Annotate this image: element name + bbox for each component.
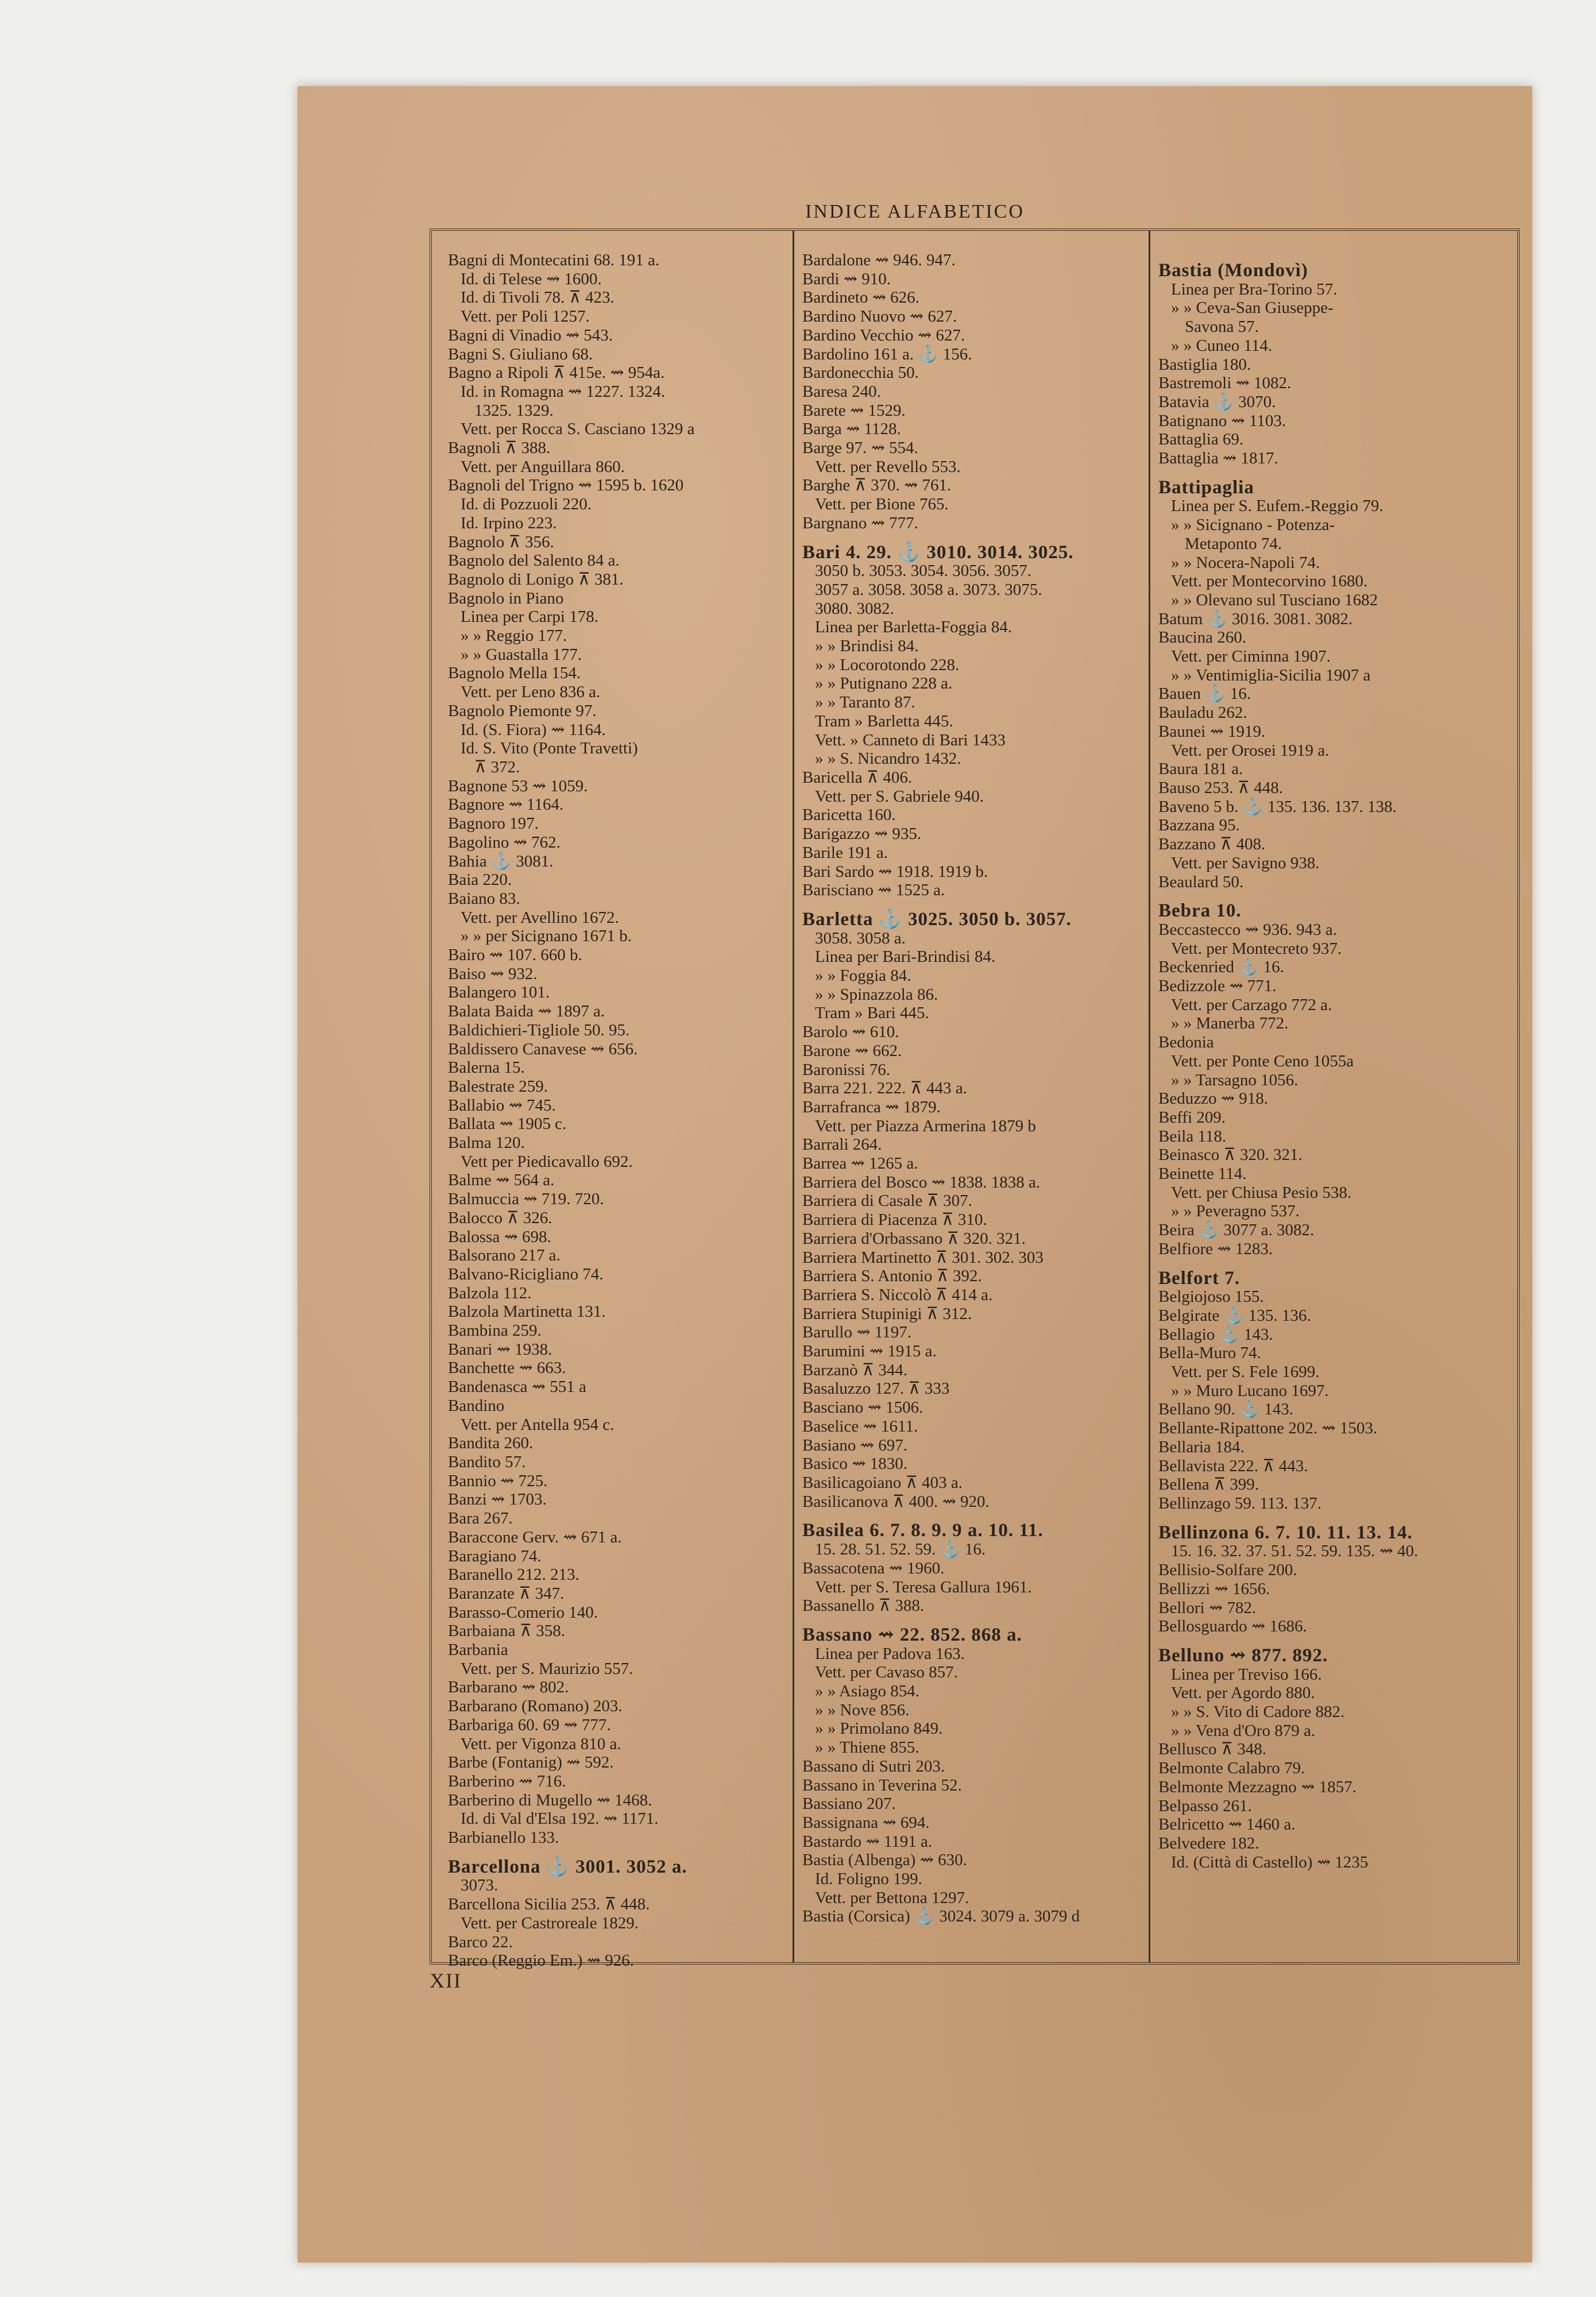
index-heading-entry: Bellinzona 6. 7. 10. 11. 13. 14. [1158,1522,1413,1543]
index-entry: Bagni S. Giuliano 68. [448,345,593,364]
index-entry: Vett. per Cavaso 857. [815,1663,958,1682]
index-entry: Balestrate 259. [448,1077,548,1096]
index-entry: Belmonte Calabro 79. [1158,1759,1305,1778]
index-entry: Bellisio-Solfare 200. [1158,1561,1297,1580]
index-entry: Bauso 253. ⊼ 448. [1158,778,1283,797]
index-entry: » » Primolano 849. [815,1719,943,1738]
index-entry: » » Spinazzola 86. [815,985,938,1004]
index-entry: Vett. per Ciminna 1907. [1171,647,1331,666]
index-entry: Bellavista 222. ⊼ 443. [1158,1456,1308,1475]
index-entry: Basiano ⇝ 697. [802,1436,907,1455]
index-entry: Linea per Treviso 166. [1171,1665,1322,1684]
index-entry: Barasso-Comerio 140. [448,1603,598,1622]
index-entry: Basciano ⇝ 1506. [802,1398,923,1417]
index-entry: Balangero 101. [448,983,550,1002]
index-entry: Barghe ⊼ 370. ⇝ 761. [802,476,952,495]
index-heading-entry: Bastia (Mondovì) [1158,260,1308,281]
index-entry: » » Brindisi 84. [815,637,919,656]
index-frame [430,229,1520,1970]
index-entry: Baselice ⇝ 1611. [802,1417,918,1436]
index-column-middle [802,251,1141,1956]
index-entry: » » Tarsagno 1056. [1171,1070,1299,1089]
index-entry: Balzola 112. [448,1283,532,1302]
index-entry: Basilicanova ⊼ 400. ⇝ 920. [802,1492,990,1511]
index-entry: Baragiano 74. [448,1546,542,1565]
index-entry: Bazzana 95. [1158,816,1240,835]
index-entry: Tram » Barletta 445. [815,711,953,730]
index-entry: Beccastecco ⇝ 936. 943 a. [1158,920,1337,939]
index-entry: Vett. per S. Fele 1699. [1171,1363,1320,1382]
index-entry: Bagnoro 197. [448,814,539,833]
index-entry: Bahia ⚓ 3081. [448,852,554,871]
index-entry: Metaponto 74. [1185,534,1282,553]
index-entry: Bardolino 161 a. ⚓ 156. [802,345,972,364]
index-entry: Id. di Val d'Elsa 192. ⇝ 1171. [461,1809,659,1828]
index-entry: Bellosguardo ⇝ 1686. [1158,1617,1307,1636]
index-entry: Barriera Martinetto ⊼ 301. 302. 303 [802,1248,1044,1267]
index-entry: Bedizzole ⇝ 771. [1158,977,1277,996]
index-entry: Bandita 260. [448,1434,534,1453]
index-entry: » » Foggia 84. [815,966,911,985]
index-entry: Beila 118. [1158,1127,1227,1146]
index-entry: Id. Irpino 223. [461,513,557,532]
index-entry: Barra 221. 222. ⊼ 443 a. [802,1079,967,1098]
index-entry: Batum ⚓ 3016. 3081. 3082. [1158,609,1353,628]
index-entry: » » Sicignano - Potenza- [1171,516,1335,535]
index-entry: » » Reggio 177. [461,627,567,645]
index-entry: Bagno a Ripoli ⊼ 415e. ⇝ 954a. [448,364,665,382]
index-entry: Vett. per Poli 1257. [461,307,590,326]
index-entry: Bella-Muro 74. [1158,1344,1261,1363]
index-entry: Belvedere 182. [1158,1834,1259,1853]
index-entry: Id. S. Vito (Ponte Travetti) [461,739,638,758]
index-entry: » » Thiene 855. [815,1738,919,1757]
index-entry: Id. Foligno 199. [815,1870,922,1889]
index-entry: Bara 267. [448,1509,513,1528]
index-entry: 3073. [461,1876,498,1895]
index-entry: Banzi ⇝ 1703. [448,1490,547,1509]
index-entry: Vett. per S. Maurizio 557. [461,1659,633,1678]
index-entry: » » Taranto 87. [815,693,915,712]
index-entry: Bellinzago 59. 113. 137. [1158,1494,1322,1513]
index-entry: Bazzano ⊼ 408. [1158,835,1266,854]
index-entry: Barriera d'Orbassano ⊼ 320. 321. [802,1229,1026,1248]
index-entry: Vett. per Carzago 772 a. [1171,995,1332,1014]
index-entry: Belpasso 261. [1158,1796,1252,1815]
index-entry: Vett per Piedicavallo 692. [461,1152,633,1171]
index-entry: Bardino Nuovo ⇝ 627. [802,307,957,326]
index-entry: Bairo ⇝ 107. 660 b. [448,946,582,965]
index-entry: Baiano 83. [448,889,520,908]
book-page [297,86,1532,2263]
index-entry: 15. 16. 32. 37. 51. 52. 59. 135. ⇝ 40. [1171,1542,1419,1561]
index-entry: Bassiano 207. [802,1795,896,1813]
index-entry: Balsorano 217 a. [448,1246,561,1265]
index-entry: Baldissero Canavese ⇝ 656. [448,1039,638,1058]
index-entry: Bandenasca ⇝ 551 a [448,1378,586,1397]
index-entry: Beduzzo ⇝ 918. [1158,1089,1269,1108]
index-entry: Vett. per Leno 836 a. [461,683,601,702]
index-entry: 3080. 3082. [815,599,894,618]
index-entry: Bardino Vecchio ⇝ 627. [802,326,965,345]
index-heading-entry: Belfort 7. [1158,1267,1240,1289]
index-entry: » » per Sicignano 1671 b. [461,927,632,946]
index-heading-entry: Bassano ⇝ 22. 852. 868 a. [802,1624,1022,1645]
index-entry: Bardi ⇝ 910. [802,269,891,288]
index-entry: Bagni di Vinadio ⇝ 543. [448,326,613,345]
index-entry: Vett. per S. Gabriele 940. [815,787,984,806]
index-entry: Barga ⇝ 1128. [802,420,901,439]
index-entry: Belricetto ⇝ 1460 a. [1158,1815,1296,1834]
index-entry: Bassanello ⊼ 388. [802,1596,925,1615]
index-entry: 1325. 1329. [474,401,554,420]
index-entry: Bannio ⇝ 725. [448,1471,548,1490]
index-entry: Barone ⇝ 662. [802,1041,902,1060]
index-entry: Vett. per Orosei 1919 a. [1171,741,1330,760]
index-entry: Baresa 240. [802,382,881,401]
index-entry: Belgirate ⚓ 135. 136. [1158,1306,1311,1325]
index-entry: Bastiglia 180. [1158,355,1251,374]
index-entry: » » Nove 856. [815,1700,910,1719]
index-entry: Ballata ⇝ 1905 c. [448,1115,567,1134]
index-entry: Id. di Pozzuoli 220. [461,495,592,514]
index-entry: Banari ⇝ 1938. [448,1340,552,1359]
index-heading-entry: Barcellona ⚓ 3001. 3052 a. [448,1856,687,1877]
index-entry: Bari Sardo ⇝ 1918. 1919 b. [802,862,988,881]
index-column-right [1158,251,1497,1956]
index-entry: Barriera di Piacenza ⊼ 310. [802,1211,987,1229]
index-entry: Barbarano ⇝ 802. [448,1678,569,1697]
index-entry: Basico ⇝ 1830. [802,1455,907,1474]
index-entry: Bagnoli del Trigno ⇝ 1595 b. 1620 [448,476,684,495]
index-heading-entry: Barletta ⚓ 3025. 3050 b. 3057. [802,908,1072,930]
index-entry: Barriera di Casale ⊼ 307. [802,1192,972,1211]
index-entry: Barigazzo ⇝ 935. [802,825,922,844]
index-entry: Vett. per Bione 765. [815,495,949,514]
index-entry: Id. di Telese ⇝ 1600. [461,269,602,288]
index-entry: Bagnolo ⊼ 356. [448,532,554,551]
index-entry: Linea per Padova 163. [815,1644,965,1663]
index-entry: Baraccone Gerv. ⇝ 671 a. [448,1528,622,1546]
index-entry: Baranello 212. 213. [448,1565,579,1584]
index-entry: Bedonia [1158,1033,1214,1052]
index-entry: Baricetta 160. [802,806,896,825]
index-entry: Bagnolo del Salento 84 a. [448,551,620,570]
index-entry: Bassano in Teverina 52. [802,1776,962,1795]
index-entry: » » Guastalla 177. [461,645,582,664]
index-entry: Bellusco ⊼ 348. [1158,1740,1266,1759]
index-entry: Barberino di Mugello ⇝ 1468. [448,1791,652,1809]
index-entry: » » Nocera-Napoli 74. [1171,553,1320,572]
index-entry: Barullo ⇝ 1197. [802,1323,911,1342]
index-entry: Bellizzi ⇝ 1656. [1158,1579,1270,1598]
index-entry: Barbariga 60. 69 ⇝ 777. [448,1715,611,1734]
index-column-left [448,251,787,1970]
index-entry: 15. 28. 51. 52. 59. ⚓ 16. [815,1540,986,1559]
index-entry: Baura 181 a. [1158,760,1243,779]
index-entry: Vett. per Bettona 1297. [815,1888,969,1907]
index-entry: » » Ceva-San Giuseppe- [1171,299,1334,318]
index-entry: Balme ⇝ 564 a. [448,1171,555,1190]
page-header: INDICE ALFABETICO [805,201,1025,222]
index-entry: Vett. per S. Teresa Gallura 1961. [815,1577,1032,1596]
index-heading-entry: Belluno ⇝ 877. 892. [1158,1645,1328,1666]
index-entry: Ballabio ⇝ 745. [448,1096,556,1115]
index-entry: Vett. per Agordo 880. [1171,1684,1315,1703]
index-entry: Barzanò ⊼ 344. [802,1360,908,1379]
index-entry: Savona 57. [1185,318,1259,337]
index-entry: Bellagio ⚓ 143. [1158,1325,1273,1344]
index-entry: Baiso ⇝ 932. [448,964,538,983]
index-entry: Bagolino ⇝ 762. [448,833,561,852]
index-entry: Barbarano (Romano) 203. [448,1697,623,1716]
index-entry: Vett. per Chiusa Pesio 538. [1171,1183,1352,1202]
index-entry: Barbe (Fontanig) ⇝ 592. [448,1753,614,1772]
index-entry: Bauladu 262. [1158,703,1247,722]
index-entry: Barbaiana ⊼ 358. [448,1622,566,1641]
column-divider [1149,231,1150,1962]
index-entry: Barriera S. Antonio ⊼ 392. [802,1267,982,1286]
index-entry: Bardineto ⇝ 626. [802,288,919,307]
index-entry: Basilicagoiano ⊼ 403 a. [802,1474,963,1492]
index-entry: » » Manerba 772. [1171,1014,1289,1033]
index-entry: Bagnolo Mella 154. [448,664,581,683]
index-entry: Bagnone 53 ⇝ 1059. [448,776,588,795]
index-entry: Bagnoli ⊼ 388. [448,439,551,458]
index-entry: Basaluzzo 127. ⊼ 333 [802,1379,950,1398]
index-entry: Bardonecchia 50. [802,364,919,382]
index-entry: Bassano di Sutri 203. [802,1757,945,1776]
index-entry: Bellori ⇝ 782. [1158,1598,1257,1617]
index-entry: Vett. per Vigonza 810 a. [461,1734,621,1753]
index-entry: Barrafranca ⇝ 1879. [802,1097,941,1116]
index-entry: Barriera Stupinigi ⊼ 312. [802,1304,972,1323]
index-entry: Baronissi 76. [802,1060,891,1079]
index-entry: Beinasco ⊼ 320. 321. [1158,1146,1303,1165]
index-entry: » » Ventimiglia-Sicilia 1907 a [1171,666,1371,685]
index-entry: Battaglia 69. [1158,430,1244,449]
index-entry: Balmuccia ⇝ 719. 720. [448,1190,604,1209]
index-entry: Bagnore ⇝ 1164. [448,795,564,814]
index-heading-entry: Basilea 6. 7. 8. 9. 9 a. 10. 11. [802,1520,1044,1541]
index-entry: Vett. per Avellino 1672. [461,908,619,927]
index-entry: Id. di Tivoli 78. ⊼ 423. [461,288,615,307]
index-entry: » » Putignano 228 a. [815,674,953,693]
index-entry: Balvano-Ricigliano 74. [448,1264,604,1283]
index-entry: Linea per S. Eufem.-Reggio 79. [1171,497,1384,516]
index-entry: Barolo ⇝ 610. [802,1023,899,1042]
index-entry: Baia 220. [448,871,512,890]
index-entry: Batignano ⇝ 1103. [1158,411,1286,430]
index-entry: Barriera S. Niccolò ⊼ 414 a. [802,1285,993,1304]
index-entry: » » Peveragno 537. [1171,1202,1300,1221]
index-entry: Beaulard 50. [1158,872,1244,891]
index-entry: Barisciano ⇝ 1525 a. [802,881,945,900]
index-entry: Balocco ⊼ 326. [448,1208,552,1227]
index-heading-entry: Bari 4. 29. ⚓ 3010. 3014. 3025. [802,542,1074,563]
index-entry: Barbianello 133. [448,1828,559,1847]
index-entry: Balata Baida ⇝ 1897 a. [448,1002,605,1021]
index-entry: Linea per Bra-Torino 57. [1171,280,1338,299]
index-entry: Vett. per Savigno 938. [1171,853,1320,872]
index-entry: Bastia (Corsica) ⚓ 3024. 3079 a. 3079 d [802,1907,1080,1926]
page-number: XII [430,1969,462,1992]
index-entry: Beira ⚓ 3077 a. 3082. [1158,1221,1315,1240]
index-entry: Baricella ⊼ 406. [802,768,913,787]
index-entry: Barbania [448,1641,508,1660]
index-entry: » » S. Nicandro 1432. [815,749,961,768]
index-entry: Vett. per Montecorvino 1680. [1171,572,1368,591]
index-entry: Vett. per Montecreto 937. [1171,939,1342,958]
index-entry: Bardalone ⇝ 946. 947. [802,251,956,269]
index-entry: Baveno 5 b. ⚓ 135. 136. 137. 138. [1158,797,1397,816]
index-entry: Balerna 15. [448,1058,525,1077]
index-entry: Bandito 57. [448,1453,526,1471]
index-entry: Barco (Reggio Em.) ⇝ 926. [448,1951,634,1970]
index-entry: Bagnolo di Lonigo ⊼ 381. [448,570,624,589]
index-entry: Id. (Città di Castello) ⇝ 1235 [1171,1853,1369,1871]
index-entry: Vett. per Castroreale 1829. [461,1913,639,1932]
index-entry: Baucina 260. [1158,628,1247,647]
index-entry: Vett. » Canneto di Bari 1433 [815,730,1006,749]
index-entry: 3057 a. 3058. 3058 a. 3073. 3075. [815,580,1042,599]
index-entry: ⊼ 372. [474,757,520,776]
index-entry: Barile 191 a. [802,843,888,862]
index-heading-entry: Battipaglia [1158,477,1254,498]
index-entry: Barrea ⇝ 1265 a. [802,1154,918,1173]
index-entry: Battaglia ⇝ 1817. [1158,449,1278,468]
index-entry: Bellante-Ripattone 202. ⇝ 1503. [1158,1419,1378,1438]
index-entry: Balma 120. [448,1134,525,1153]
index-entry: Bauen ⚓ 16. [1158,685,1251,703]
index-entry: Vett. per Antella 954 c. [461,1415,615,1434]
index-entry: Bagnolo in Piano [448,589,564,608]
index-entry: Vett. per Rocca S. Casciano 1329 a [461,420,695,439]
index-entry: Barete ⇝ 1529. [802,401,906,420]
index-entry: Barge 97. ⇝ 554. [802,439,918,458]
index-entry: Linea per Carpi 178. [461,608,598,627]
index-entry: Balossa ⇝ 698. [448,1227,551,1246]
index-entry: Belfiore ⇝ 1283. [1158,1239,1273,1258]
index-entry: Linea per Barletta-Foggia 84. [815,618,1013,637]
index-entry: Baunei ⇝ 1919. [1158,722,1266,741]
index-entry: Vett. per Revello 553. [815,457,961,476]
index-entry: 3050 b. 3053. 3054. 3056. 3057. [815,562,1031,581]
index-entry: Id. in Romagna ⇝ 1227. 1324. [461,382,666,401]
index-entry: Baranzate ⊼ 347. [448,1584,565,1603]
index-entry: Bastardo ⇝ 1191 a. [802,1832,933,1851]
index-entry: Id. (S. Fiora) ⇝ 1164. [461,720,606,739]
index-entry: Beinette 114. [1158,1165,1247,1184]
column-divider [793,231,794,1962]
index-entry: Batavia ⚓ 3070. [1158,392,1276,411]
index-entry: Baldichieri-Tigliole 50. 95. [448,1020,630,1039]
index-entry: Belmonte Mezzagno ⇝ 1857. [1158,1777,1357,1796]
index-entry: Belgiojoso 155. [1158,1287,1264,1306]
index-entry: 3058. 3058 a. [815,929,906,948]
index-entry: Barumini ⇝ 1915 a. [802,1342,937,1361]
index-entry: Bassignana ⇝ 694. [802,1813,930,1832]
index-entry: » » S. Vito di Cadore 882. [1171,1703,1345,1722]
index-entry: Beffi 209. [1158,1108,1226,1127]
index-entry: Barberino ⇝ 716. [448,1772,566,1791]
index-entry: Tram » Bari 445. [815,1004,929,1023]
index-entry: Balzola Martinetta 131. [448,1302,606,1321]
index-entry: Bellena ⊼ 399. [1158,1475,1259,1494]
index-entry: » » Cuneo 114. [1171,336,1273,355]
index-entry: » » Olevano sul Tusciano 1682 [1171,590,1378,609]
index-entry: Bellano 90. ⚓ 143. [1158,1400,1294,1419]
index-entry: Vett. per Piazza Armerina 1879 b [815,1116,1036,1135]
index-heading-entry: Bebra 10. [1158,900,1242,922]
index-entry: Vett. per Ponte Ceno 1055a [1171,1051,1354,1070]
index-entry: Linea per Bari-Brindisi 84. [815,948,996,966]
index-entry: Bellaria 184. [1158,1437,1245,1456]
index-entry: » » Asiago 854. [815,1682,920,1701]
index-entry: Bagnolo Piemonte 97. [448,701,597,720]
index-entry: Barcellona Sicilia 253. ⊼ 448. [448,1895,650,1914]
index-entry: Bastremoli ⇝ 1082. [1158,374,1292,393]
index-entry: Barriera del Bosco ⇝ 1838. 1838 a. [802,1173,1041,1192]
index-entry: Banchette ⇝ 663. [448,1359,566,1378]
index-entry: » » Vena d'Oro 879 a. [1171,1721,1316,1740]
index-entry: » » Locorotondo 228. [815,655,960,674]
index-entry: Vett. per Anguillara 860. [461,457,625,476]
index-entry: Barco 22. [448,1932,513,1951]
index-entry: Bassacotena ⇝ 1960. [802,1559,945,1577]
index-entry: Barrali 264. [802,1135,882,1154]
index-entry: Bastia (Albenga) ⇝ 630. [802,1851,967,1870]
index-entry: Bambina 259. [448,1321,542,1340]
index-entry: Bandino [448,1396,505,1415]
index-entry: Beckenried ⚓ 16. [1158,958,1284,977]
index-entry: Bargnano ⇝ 777. [802,513,918,532]
index-entry: » » Muro Lucano 1697. [1171,1381,1329,1400]
index-entry: Bagni di Montecatini 68. 191 a. [448,251,660,269]
